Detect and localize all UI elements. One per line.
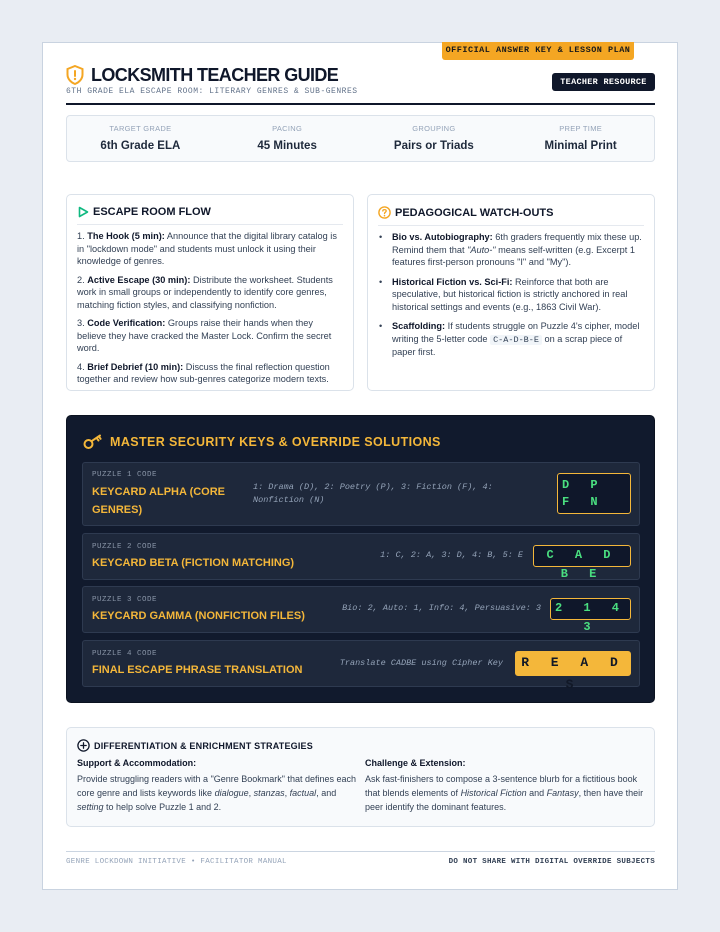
- vault-heading: [83, 434, 441, 450]
- lesson-stats-bar: [66, 115, 655, 162]
- stat-prep-time: [507, 116, 654, 161]
- watch-out-item: • Bio vs. Autobiography: 6th graders frequently mix these up. Remind them that "Auto-" means self-written (e.g. Excerpt 1 features first-person pronouns "I" and "My").: [378, 231, 644, 269]
- flow-step-4: 4. Brief Debrief (10 min): Discuss the final reflection question together and review how sub-genres categorize modern texts.: [77, 361, 330, 384]
- play-icon: [77, 206, 89, 218]
- puzzle-label: PUZZLE 3 CODE: [92, 596, 158, 604]
- puzzle-label: PUZZLE 1 CODE: [92, 471, 158, 479]
- puzzle-hint: Translate CADBE using Cipher Key: [339, 658, 503, 668]
- puzzle-card-4: [82, 640, 640, 692]
- key-icon: [83, 434, 103, 450]
- watch-outs-card: [367, 194, 655, 391]
- master-keys-panel: [66, 415, 655, 703]
- stat-value: 6th Grade ELA: [100, 140, 181, 152]
- footer-divider: [66, 851, 655, 852]
- puzzle-hint: 1: C, 2: A, 3: D, 4: B, 5: E: [380, 550, 523, 560]
- watch-outs-list: [378, 231, 644, 359]
- puzzle-label: PUZZLE 2 CODE: [92, 543, 158, 551]
- stat-label: GROUPING: [412, 124, 456, 133]
- inline-code: C-A-D-B-E: [490, 335, 542, 345]
- support-column: [77, 758, 357, 814]
- question-circle-icon: [378, 206, 391, 219]
- support-text: Provide struggling readers with a "Genre Bookmark" that defines each core genre and lists keywords like dialogue, stanzas, factual, and setting to help solve Puzzle 1 and 2.: [77, 774, 357, 812]
- header-divider: [66, 103, 655, 105]
- puzzle-title: KEYCARD ALPHA (CORE GENRES): [92, 486, 226, 516]
- differentiation-heading: [77, 739, 313, 752]
- final-escape-code: R E A D S: [515, 651, 631, 676]
- differentiation-heading-text: DIFFERENTIATION & ENRICHMENT STRATEGIES: [94, 740, 313, 751]
- footer-right: DO NOT SHARE WITH DIGITAL OVERRIDE SUBJECTS: [448, 858, 655, 866]
- flow-step-2: 2. Active Escape (30 min): Distribute the worksheet. Students work in small groups or independently to identify core genres, matching fiction styles, and classifying nonfiction.: [77, 274, 333, 310]
- watch-heading: [378, 206, 644, 226]
- stat-label: PACING: [272, 124, 303, 133]
- escape-room-flow-card: [66, 194, 354, 391]
- puzzle-card-3: [82, 586, 640, 633]
- flow-step-1: 1. The Hook (5 min): Announce that the digital library catalog is in "lockdown mode" and students must unlock it using their knowledge of genres.: [77, 231, 337, 266]
- stat-label: PREP TIME: [559, 124, 603, 133]
- stat-pacing: [214, 116, 361, 161]
- page-title: LOCKSMITH TEACHER GUIDE: [91, 64, 339, 85]
- challenge-title: Challenge & Extension:: [365, 758, 466, 768]
- page-subtitle: 6TH GRADE ELA ESCAPE ROOM: LITERARY GENRES & SUB-GENRES: [66, 87, 358, 96]
- puzzle-code: C A D B E: [533, 545, 631, 567]
- puzzle-title: FINAL ESCAPE PHRASE TRANSLATION: [92, 664, 303, 676]
- teacher-resource-badge: TEACHER RESOURCE: [552, 73, 655, 91]
- watch-heading-text: PEDAGOGICAL WATCH-OUTS: [395, 206, 554, 219]
- watch-out-item: • Scaffolding: If students struggle on Puzzle 4's cipher, model writing the 5-letter code C-A-D-B-E on a scrap piece of paper first.: [378, 320, 644, 359]
- support-title: Support & Accommodation:: [77, 758, 197, 768]
- puzzle-label: PUZZLE 4 CODE: [92, 650, 158, 658]
- puzzle-code: D P F N: [557, 473, 631, 514]
- footer-left: GENRE LOCKDOWN INITIATIVE • FACILITATOR MANUAL: [66, 858, 287, 866]
- puzzle-hint: 1: Drama (D), 2: Poetry (P), 3: Fiction (F), 4: Nonfiction (N): [253, 482, 493, 505]
- differentiation-panel: [66, 727, 655, 827]
- flow-heading: [77, 206, 343, 225]
- flow-heading-text: ESCAPE ROOM FLOW: [93, 206, 211, 218]
- challenge-text: Ask fast-finishers to compose a 3-sentence blurb for a fictitious book that blends elements of Historical Fiction and Fantasy, then have their peer identify the dominant features.: [365, 774, 644, 812]
- stat-grouping: [361, 116, 508, 161]
- stat-value: Minimal Print: [544, 140, 617, 152]
- answer-key-ribbon: OFFICIAL ANSWER KEY & LESSON PLAN: [442, 42, 634, 60]
- flow-step-3: 3. Code Verification: Groups raise their hands when they believe they have cracked the Master Lock. Confirm the secret word.: [77, 318, 332, 353]
- plus-circle-icon: [77, 739, 90, 752]
- stat-value: 45 Minutes: [257, 140, 317, 152]
- puzzle-title: KEYCARD GAMMA (NONFICTION FILES): [92, 610, 305, 622]
- puzzle-card-2: [82, 533, 640, 580]
- stat-target-grade: [67, 116, 214, 161]
- puzzle-code: 2 1 4 3: [550, 598, 631, 620]
- watch-out-item: • Historical Fiction vs. Sci-Fi: Reinforce that both are speculative, but historical fiction is strictly anchored in real historical settings and events (e.g., 1863 Civil War).: [378, 276, 644, 314]
- challenge-column: [365, 758, 645, 814]
- puzzle-title: KEYCARD BETA (FICTION MATCHING): [92, 557, 295, 569]
- puzzle-card-1: [82, 462, 640, 526]
- page-header: [66, 64, 338, 86]
- vault-heading-text: MASTER SECURITY KEYS & OVERRIDE SOLUTIONS: [110, 435, 441, 449]
- shield-icon: [66, 65, 84, 85]
- stat-value: Pairs or Triads: [393, 140, 474, 152]
- stat-label: TARGET GRADE: [109, 124, 172, 133]
- puzzle-hint: Bio: 2, Auto: 1, Info: 4, Persuasive: 3: [342, 603, 541, 613]
